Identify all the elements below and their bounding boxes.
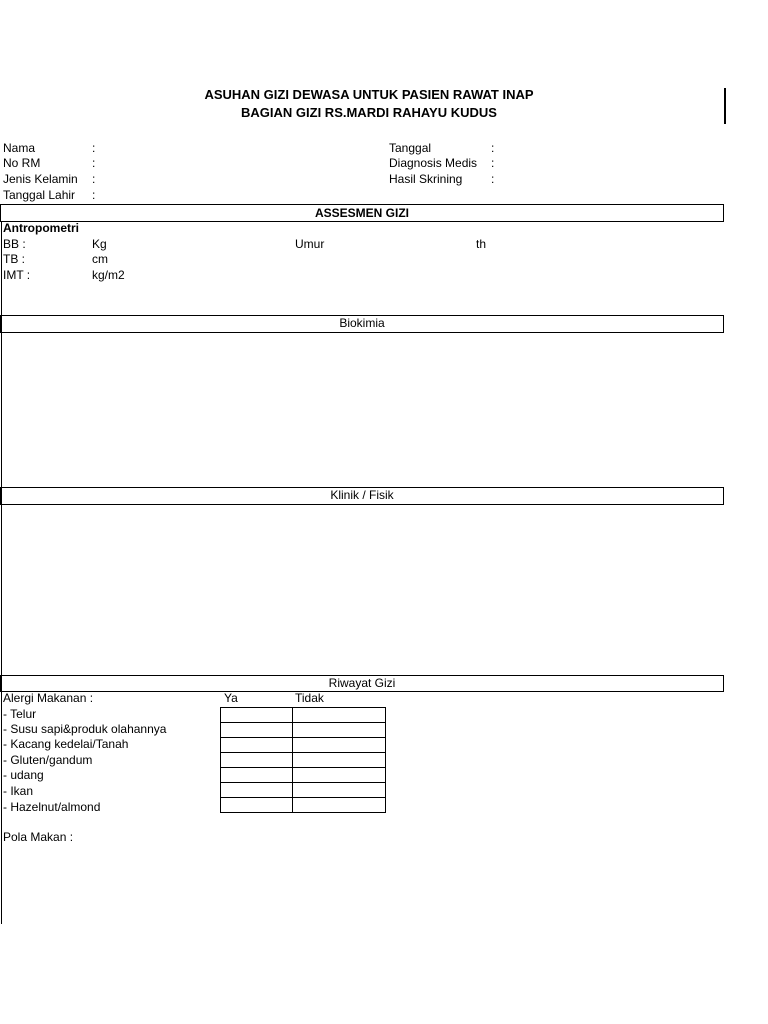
sep-no-rm: : — [92, 156, 96, 170]
col-tidak-header: Tidak — [295, 691, 324, 705]
allergy-item-ikan: - Ikan — [3, 784, 34, 798]
tidak-cell[interactable] — [293, 738, 386, 753]
ya-cell[interactable] — [221, 798, 293, 813]
section-biokimia: Biokimia — [0, 315, 724, 333]
ya-cell[interactable] — [221, 783, 293, 798]
sep-diagnosis-medis: : — [491, 156, 495, 170]
imt-label: IMT : — [3, 268, 31, 282]
col-ya-header: Ya — [224, 691, 238, 705]
label-no-rm: No RM — [3, 156, 41, 170]
table-row — [221, 798, 386, 813]
table-row — [221, 738, 386, 753]
section-klinik-fisik: Klinik / Fisik — [0, 487, 724, 505]
allergy-item-telur: - Telur — [3, 707, 37, 721]
section-riwayat-gizi: Riwayat Gizi — [0, 675, 724, 692]
sep-jenis-kelamin: : — [92, 172, 96, 186]
umur-label: Umur — [295, 237, 325, 251]
bb-unit: Kg — [92, 237, 107, 251]
tb-unit: cm — [92, 252, 108, 266]
allergy-item-kacang: - Kacang kedelai/Tanah — [3, 737, 129, 751]
allergy-item-susu: - Susu sapi&produk olahannya — [3, 722, 167, 736]
table-row — [221, 723, 386, 738]
allergy-item-gluten: - Gluten/gandum — [3, 753, 93, 767]
allergy-item-hazelnut: - Hazelnut/almond — [3, 800, 101, 814]
pola-makan-label: Pola Makan : — [3, 830, 74, 844]
ya-cell[interactable] — [221, 753, 293, 768]
imt-unit: kg/m2 — [92, 268, 125, 282]
label-nama: Nama — [3, 141, 36, 155]
ya-cell[interactable] — [221, 708, 293, 723]
table-row — [221, 708, 386, 723]
alergi-makanan-label: Alergi Makanan : — [3, 691, 94, 705]
label-jenis-kelamin: Jenis Kelamin — [3, 172, 78, 186]
tidak-cell[interactable] — [293, 798, 386, 813]
umur-unit: th — [476, 237, 487, 251]
tb-label: TB : — [3, 252, 26, 266]
label-tanggal-lahir: Tanggal Lahir — [3, 188, 76, 202]
sep-nama: : — [92, 141, 96, 155]
bb-label: BB : — [3, 237, 26, 251]
form-title: ASUHAN GIZI DEWASA UNTUK PASIEN RAWAT INAP — [204, 87, 534, 102]
ya-cell[interactable] — [221, 738, 293, 753]
tidak-cell[interactable] — [293, 753, 386, 768]
allergy-item-udang: - udang — [3, 768, 44, 782]
sep-tanggal: : — [491, 141, 495, 155]
section-assesmen-gizi: ASSESMEN GIZI — [0, 204, 724, 222]
allergy-checkbox-grid — [220, 707, 386, 813]
table-row — [221, 783, 386, 798]
ya-cell[interactable] — [221, 723, 293, 738]
label-diagnosis-medis: Diagnosis Medis — [389, 156, 478, 170]
antropometri-heading: Antropometri — [3, 221, 79, 235]
table-row — [221, 768, 386, 783]
tidak-cell[interactable] — [293, 708, 386, 723]
sep-tanggal-lahir: : — [92, 188, 96, 202]
sep-hasil-skrining: : — [491, 172, 495, 186]
tidak-cell[interactable] — [293, 723, 386, 738]
table-row — [221, 753, 386, 768]
label-hasil-skrining: Hasil Skrining — [389, 172, 463, 186]
tidak-cell[interactable] — [293, 783, 386, 798]
form-subtitle: BAGIAN GIZI RS.MARDI RAHAYU KUDUS — [241, 105, 497, 120]
ya-cell[interactable] — [221, 768, 293, 783]
tidak-cell[interactable] — [293, 768, 386, 783]
label-tanggal: Tanggal — [389, 141, 432, 155]
